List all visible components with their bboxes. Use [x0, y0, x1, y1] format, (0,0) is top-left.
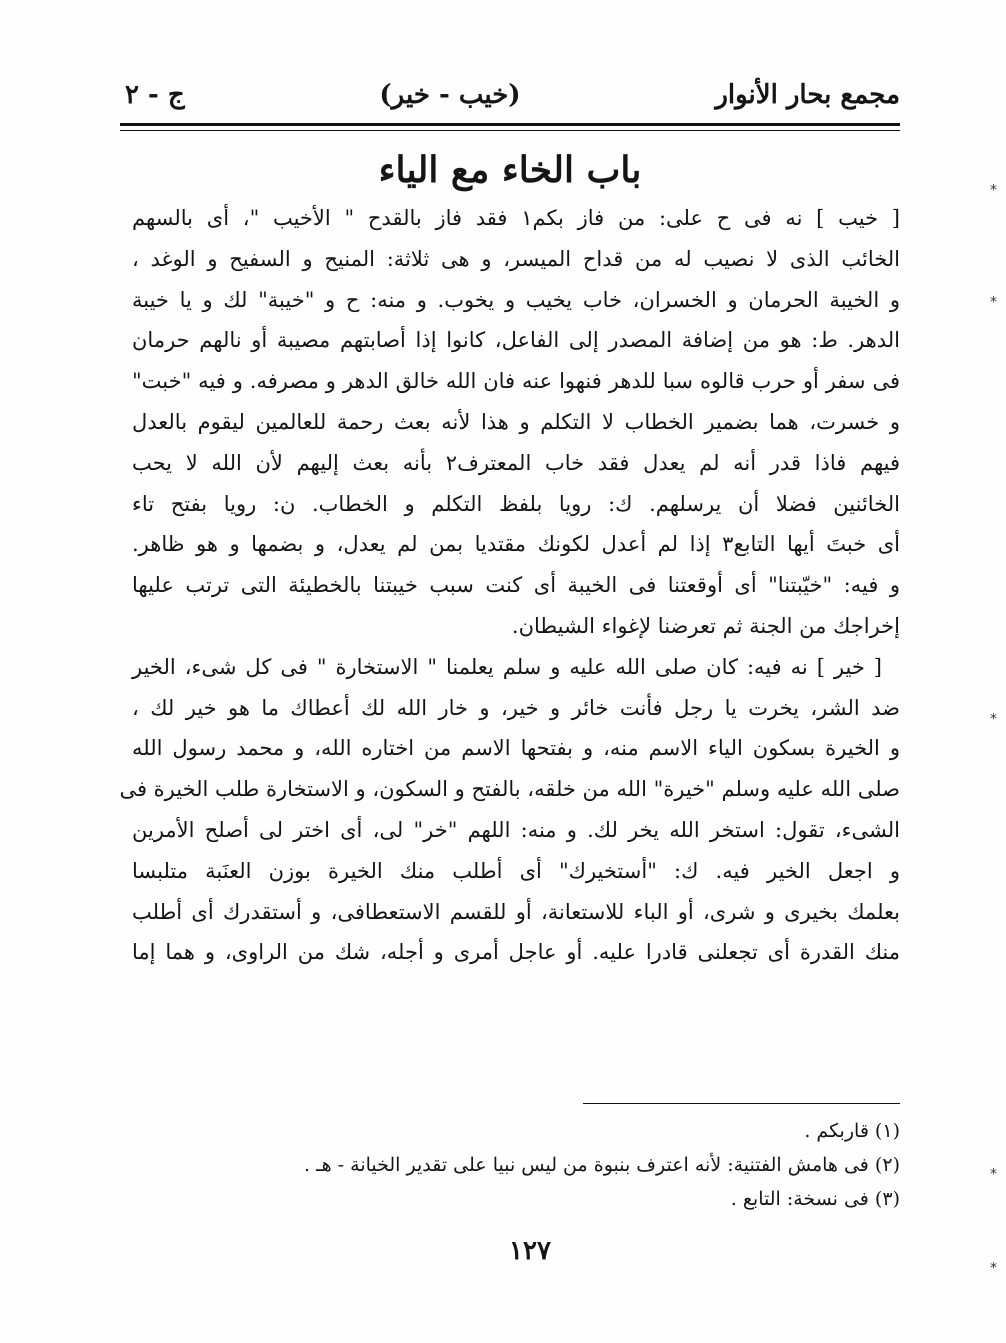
- header-rule-thick: [120, 123, 900, 126]
- page-number: ١٢٧: [509, 1236, 551, 1266]
- text-line: [ خير ] نه فيه: كان صلى الله عليه و سلم يعلمنا " الاستخارة " فى كل شىء، الخير: [132, 654, 882, 679]
- text-line: و الخيرة بسكون الياء الاسم منه، و بفتحها الاسم من اختاره الله، و محمد رسول الله: [132, 736, 900, 761]
- text-line: بعلمك بخيرى و شرى، أو الباء للاستعانة، أو للقسم الاستعطافى، و أستقدرك أى أطلب: [132, 899, 900, 924]
- text-line: أى خبتَ أيها التابع٣ إذا لم أعدل لكونك مقتديا بمن لم يعدل، و بضمها و هو ظاهر.: [132, 532, 900, 557]
- text-line: و فيه: "خيّبتنا" أى أوقعتنا فى الخيبة أى كنت سبب خيبتنا بالخطيئة التى ترتب عليها: [132, 573, 900, 598]
- header-entry-range: (خيب - خير): [379, 80, 521, 110]
- margin-mark: ⁎: [990, 1162, 997, 1178]
- running-header: [125, 70, 900, 120]
- header-volume: ج - ٢: [125, 80, 185, 110]
- text-line: صلى الله عليه وسلم "خيرة" الله من خلقه، بالفتح و السكون، و الاستخارة طلب الخيرة فى: [119, 777, 900, 802]
- margin-mark: ⁎: [990, 1256, 997, 1272]
- text-line: إخراجك من الجنة ثم تعرضنا لإغواء الشيطان.: [511, 613, 900, 638]
- body-text: [119, 198, 900, 973]
- text-line: ضد الشر، يخرت يا رجل فأنت خائر و خير، و خار الله لك أعطاك ما هو خير لك ،: [132, 695, 900, 720]
- chapter-title: باب الخاء مع الياء: [378, 149, 642, 191]
- text-line: و خسرت، هما بضمير الخطاب لا التكلم و هذا لأنه بعث رحمة للعالمين ليقوم بالعدل: [132, 409, 900, 434]
- footnote: (٣) فى نسخة: التابع .: [730, 1188, 900, 1210]
- footnotes: [200, 1114, 900, 1216]
- margin-mark: ⁎: [990, 290, 997, 306]
- margin-mark: ⁎: [990, 707, 997, 723]
- header-rule-thin: [120, 130, 900, 131]
- text-line: الخائب الذى لا نصيب له من قداح الميسر، و هى ثلاثة: المنيح و السفيح و الوغد ،: [132, 246, 900, 271]
- text-line: الخائنين فضلا أن يرسلهم. ك: رويا بلفظ التكلم و الخطاب. ن: رويا بفتح تاء: [132, 491, 900, 516]
- text-line: الشىء، تقول: استخر الله يخر لك. و منه: اللهم "خر" لى، أى اختر لى أصلح الأمرين: [132, 817, 900, 842]
- text-line: [ خيب ] نه فى ح على: من فاز بكم١ فقد فاز بالقدح " الأخيب "، أى بالسهم: [132, 206, 900, 230]
- margin-mark: ⁎: [990, 178, 997, 194]
- text-line: و الخيبة الحرمان و الخسران، خاب يخيب و يخوب. و منه: ح و "خيبة" لك و يا خيبة: [132, 287, 900, 312]
- footnote-separator: [583, 1103, 900, 1104]
- text-line: منك القدرة أى تجعلنى قادرا عليه. أو عاجل أمرى و أجله، شك من الراوى، و هما إما: [132, 940, 900, 965]
- text-line: و اجعل الخير فيه. ك: "أستخيرك" أى أطلب منك الخيرة بوزن العنَبة متلبسا: [132, 858, 900, 883]
- footnote: (١) قاربكم .: [804, 1120, 900, 1142]
- header-book-title: مجمع بحار الأنوار: [715, 80, 900, 110]
- text-line: فى سفر أو حرب قالوه سبا للدهر فنهوا عنه فان الله خالق الدهر و مصرفه. و فيه "خبت": [132, 369, 900, 394]
- text-line: فيهم فاذا قدر أنه لم يعدل فقد خاب المعترف٢ بأنه بعث إليهم لأن الله لا يحب: [132, 450, 900, 475]
- text-line: الدهر. ط: هو من إضافة المصدر إلى الفاعل، كانوا إذا أصابتهم مصيبة أو نالهم حرمان: [132, 328, 900, 353]
- footnote: (٢) فى هامش الفتنية: لأنه اعترف بنبوة من ليس نبيا على تقدير الخيانة - هـ .: [303, 1154, 900, 1176]
